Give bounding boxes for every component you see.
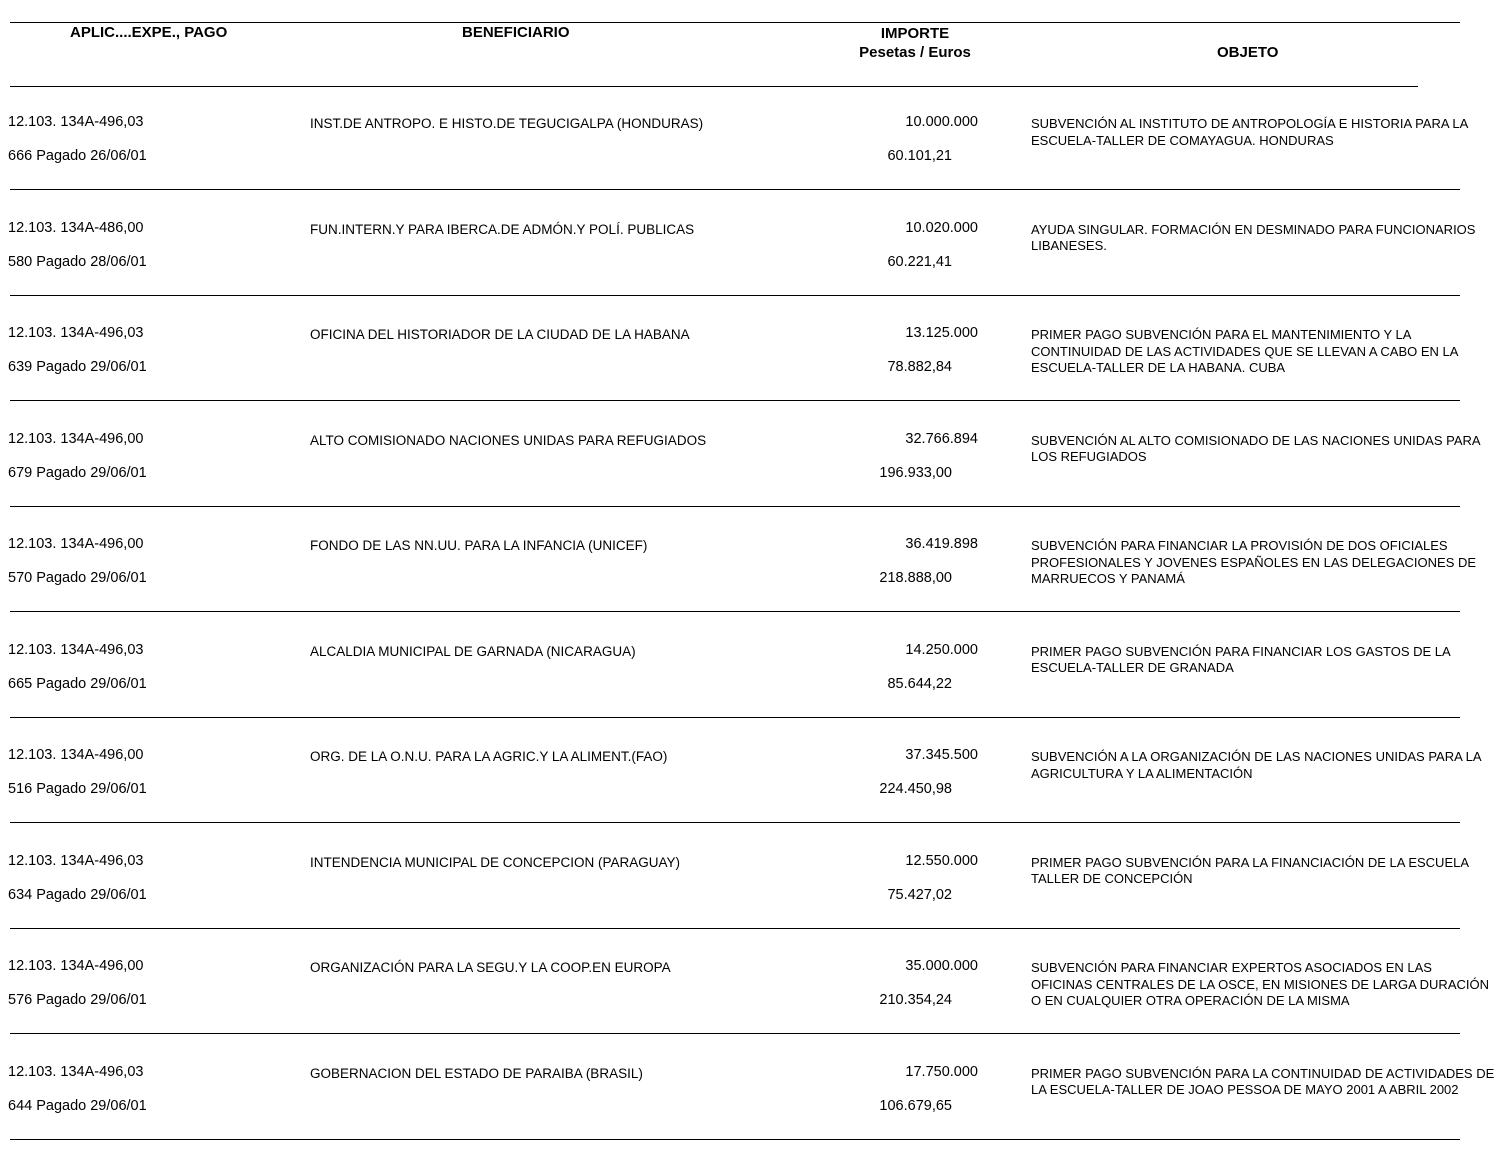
aplicacion: 12.103. 134A-496,00	[8, 430, 144, 447]
expediente: 639 Pagado 29/06/01	[8, 359, 147, 375]
header-importe-line1: IMPORTE	[880, 25, 950, 42]
importe-pesetas: 37.345.500	[905, 747, 978, 763]
importe-pesetas: 35.000.000	[905, 958, 978, 974]
row-separator	[10, 1033, 1460, 1034]
expediente: 576 Pagado 29/06/01	[8, 992, 147, 1008]
objeto: SUBVENCIÓN A LA ORGANIZACIÓN DE LAS NACIONES UNIDAS PARA LA AGRICULTURA Y LA ALIMENTACIÓN	[1031, 749, 1481, 781]
importe-euros: 75.427,02	[887, 886, 952, 903]
expediente: 665 Pagado 29/06/01	[8, 675, 147, 692]
objeto: AYUDA SINGULAR. FORMACIÓN EN DESMINADO PARA FUNCIONARIOS LIBANESES.	[1031, 221, 1476, 253]
beneficiario: FONDO DE LAS NN.UU. PARA LA INFANCIA (UNICEF)	[310, 538, 648, 553]
expediente: 634 Pagado 29/06/01	[8, 886, 147, 903]
expediente: 516 Pagado 29/06/01	[8, 781, 147, 797]
importe-euros: 60.221,41	[887, 253, 952, 270]
importe-pesetas: 14.250.000	[905, 641, 978, 658]
objeto: SUBVENCIÓN PARA FINANCIAR LA PROVISIÓN DE DOS OFICIALES PROFESIONALES Y JOVENES ESPAÑOLES EN LAS DELEGACIONES DE MARRUECOS Y PANAMÁ	[1031, 538, 1477, 586]
row-separator	[10, 717, 1460, 718]
row-separator	[10, 822, 1460, 823]
aplicacion: 12.103. 134A-496,00	[8, 747, 144, 763]
importe-pesetas: 12.550.000	[905, 852, 978, 869]
beneficiario: ORG. DE LA O.N.U. PARA LA AGRIC.Y LA ALIMENT.(FAO)	[310, 749, 668, 764]
aplicacion: 12.103. 134A-496,00	[8, 536, 144, 552]
beneficiario: ALCALDIA MUNICIPAL DE GARNADA (NICARAGUA)	[310, 643, 636, 659]
beneficiario: ORGANIZACIÓN PARA LA SEGU.Y LA COOP.EN EUROPA	[310, 960, 671, 975]
aplicacion: 12.103. 134A-496,03	[8, 641, 144, 658]
importe-pesetas: 10.020.000	[905, 219, 978, 236]
objeto: PRIMER PAGO SUBVENCIÓN PARA EL MANTENIMIENTO Y LA CONTINUIDAD DE LAS ACTIVIDADES QUE SE LLEVAN A CABO EN LA ESCUELA-TALLER DE LA HABANA. CUBA	[1031, 327, 1458, 375]
expediente: 644 Pagado 29/06/01	[8, 1097, 147, 1114]
aplicacion: 12.103. 134A-496,03	[8, 325, 144, 341]
importe-pesetas: 32.766.894	[905, 430, 978, 447]
row-separator	[10, 1139, 1460, 1140]
expediente: 570 Pagado 29/06/01	[8, 570, 147, 586]
header-importe	[850, 25, 980, 61]
importe-pesetas: 13.125.000	[905, 325, 978, 341]
objeto: PRIMER PAGO SUBVENCIÓN PARA LA CONTINUIDAD DE ACTIVIDADES DE LA ESCUELA-TALLER DE JOAO PESSOA DE MAYO 2001 A ABRIL 2002	[1031, 1065, 1495, 1097]
top-rule	[10, 22, 1460, 23]
expediente: 679 Pagado 29/06/01	[8, 464, 147, 481]
header-objeto: OBJETO	[1217, 44, 1279, 61]
row-separator	[10, 400, 1460, 401]
beneficiario: ALTO COMISIONADO NACIONES UNIDAS PARA REFUGIADOS	[310, 432, 707, 448]
expediente: 580 Pagado 28/06/01	[8, 253, 147, 270]
objeto: PRIMER PAGO SUBVENCIÓN PARA FINANCIAR LOS GASTOS DE LA ESCUELA-TALLER DE GRANADA	[1031, 643, 1450, 675]
importe-euros: 78.882,84	[887, 359, 952, 375]
aplicacion: 12.103. 134A-496,03	[8, 1063, 144, 1080]
importe-euros: 60.101,21	[887, 148, 952, 164]
header-aplic: APLIC....EXPE., PAGO	[70, 24, 228, 41]
importe-euros: 218.888,00	[879, 570, 952, 586]
beneficiario: OFICINA DEL HISTORIADOR DE LA CIUDAD DE LA HABANA	[310, 327, 690, 342]
importe-euros: 210.354,24	[879, 992, 952, 1008]
aplicacion: 12.103. 134A-496,00	[8, 958, 144, 974]
expediente: 666 Pagado 26/06/01	[8, 148, 147, 164]
row-separator	[10, 928, 1460, 929]
beneficiario: INST.DE ANTROPO. E HISTO.DE TEGUCIGALPA (HONDURAS)	[310, 116, 704, 131]
importe-pesetas: 36.419.898	[905, 536, 978, 552]
header-beneficiario: BENEFICIARIO	[462, 24, 570, 41]
row-separator	[10, 611, 1460, 612]
importe-pesetas: 17.750.000	[905, 1063, 978, 1080]
importe-euros: 85.644,22	[887, 675, 952, 692]
row-separator	[10, 506, 1460, 507]
beneficiario: FUN.INTERN.Y PARA IBERCA.DE ADMÓN.Y POLÍ. PUBLICAS	[310, 221, 695, 237]
importe-pesetas: 10.000.000	[905, 114, 978, 130]
beneficiario: INTENDENCIA MUNICIPAL DE CONCEPCION (PARAGUAY)	[310, 854, 681, 870]
objeto: SUBVENCIÓN PARA FINANCIAR EXPERTOS ASOCIADOS EN LAS OFICINAS CENTRALES DE LA OSCE, EN MISIONES DE LARGA DURACIÓN O EN CUALQUIER OTRA OPERACIÓN DE LA MISMA	[1031, 960, 1489, 1008]
row-separator	[10, 295, 1460, 296]
row-separator	[10, 189, 1460, 190]
beneficiario: GOBERNACION DEL ESTADO DE PARAIBA (BRASIL)	[310, 1065, 643, 1081]
objeto: PRIMER PAGO SUBVENCIÓN PARA LA FINANCIACIÓN DE LA ESCUELA TALLER DE CONCEPCIÓN	[1031, 854, 1469, 886]
aplicacion: 12.103. 134A-496,03	[8, 114, 144, 130]
objeto: SUBVENCIÓN AL ALTO COMISIONADO DE LAS NACIONES UNIDAS PARA LOS REFUGIADOS	[1031, 432, 1480, 464]
importe-euros: 224.450,98	[879, 781, 952, 797]
header-rule	[10, 86, 1418, 87]
aplicacion: 12.103. 134A-486,00	[8, 219, 144, 236]
aplicacion: 12.103. 134A-496,03	[8, 852, 144, 869]
header-importe-line2: Pesetas / Euros	[859, 44, 971, 61]
importe-euros: 106.679,65	[879, 1097, 952, 1114]
importe-euros: 196.933,00	[879, 464, 952, 481]
objeto: SUBVENCIÓN AL INSTITUTO DE ANTROPOLOGÍA E HISTORIA PARA LA ESCUELA-TALLER DE COMAYAGUA. HONDURAS	[1031, 116, 1468, 148]
